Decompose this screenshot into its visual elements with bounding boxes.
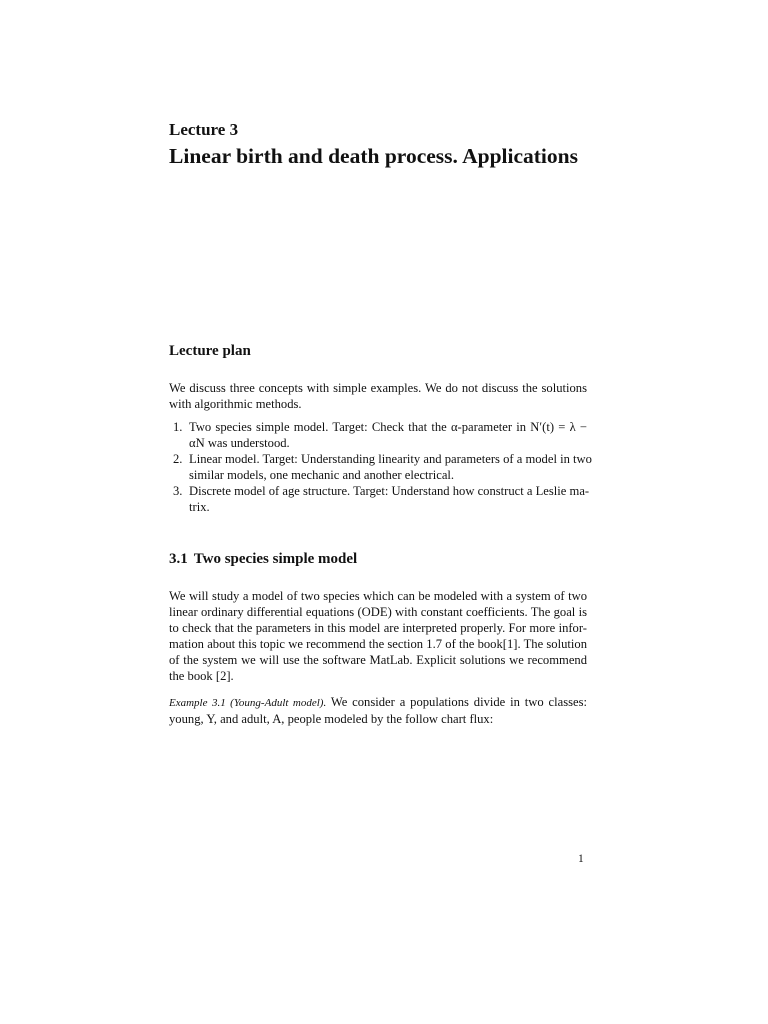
paragraph-line: to check that the parameters in this model are interpreted properly. For more infor-: [169, 621, 587, 635]
list-item: [169, 451, 592, 483]
page-number: 1: [578, 853, 584, 865]
lecture-plan-list: [169, 419, 592, 515]
section-number: 3.1: [169, 551, 188, 567]
section-title: Two species simple model: [193, 551, 358, 567]
example-text: We consider a populations divide in two classes:: [330, 695, 588, 709]
list-item-line: Two species simple model. Target: Check that the α-parameter in N′(t) = λ −: [189, 420, 587, 434]
paragraph-line: mation about this topic we recommend the section 1.7 of the book[1]. The solution: [169, 637, 587, 651]
example-line: young, Y, and adult, A, people modeled by the follow chart flux:: [169, 712, 494, 726]
list-item-line: similar models, one mechanic and another electrical.: [189, 468, 455, 482]
paragraph-line: of the system we will use the software MatLab. Explicit solutions we recommend: [169, 653, 587, 667]
example-label: Example 3.1 (Young-Adult model).: [169, 697, 327, 709]
example-paragraph: [169, 694, 587, 727]
paragraph-line: linear ordinary differential equations (ODE) with constant coefficients. The goal is: [169, 605, 587, 619]
list-item-line: αN was understood.: [189, 436, 290, 450]
section-body-paragraph: [169, 588, 587, 684]
list-marker: 1.: [173, 420, 183, 434]
list-item-line: Linear model. Target: Understanding linearity and parameters of a model in two: [189, 452, 592, 466]
list-item: [169, 483, 590, 515]
section-heading: [169, 551, 357, 568]
example-line: [169, 694, 587, 711]
chapter-title: Linear birth and death process. Applications: [169, 144, 578, 168]
paragraph-line: the book [2].: [169, 669, 234, 683]
list-marker: 2.: [173, 452, 183, 466]
list-item: [169, 419, 587, 451]
list-item-line: trix.: [189, 500, 210, 514]
list-item-line: Discrete model of age structure. Target: Understand how construct a Leslie ma-: [189, 484, 590, 498]
paragraph-line: We will study a model of two species which can be modeled with a system of two: [169, 589, 587, 603]
list-marker: 3.: [173, 484, 183, 498]
lecture-plan-heading: Lecture plan: [169, 343, 251, 359]
paragraph-line: We discuss three concepts with simple examples. We do not discuss the solutions: [169, 381, 587, 395]
lecture-plan-intro: [169, 380, 587, 412]
paragraph-line: with algorithmic methods.: [169, 397, 302, 411]
lecture-number: Lecture 3: [169, 120, 239, 139]
